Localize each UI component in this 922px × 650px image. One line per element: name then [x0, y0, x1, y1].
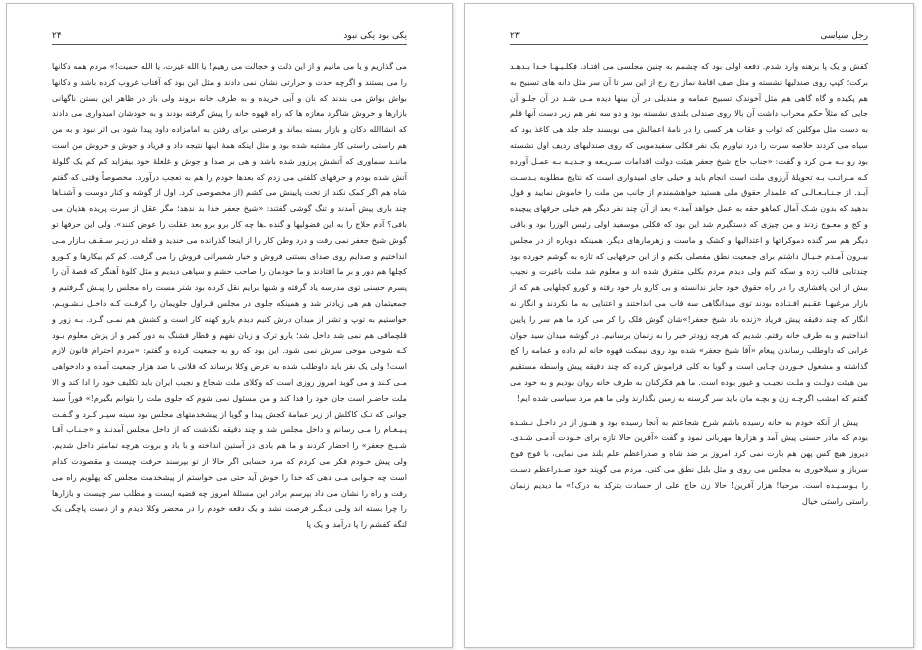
right-page-header — [510, 30, 868, 45]
left-paragraph: می گذاریم و یا می مانیم و از این ذلت و خجالت می رهیم! یا الله غیرت، یا الله حمیت!» مردم همه دکانها را می بستند و اگرچه حدت و حرارتی نشان نمی دادند و مثل این بود که آفتاب غروب کرده باشد و دکانها بواش بواش می بندند که نان و آبی خریده و به طرف خانه بروند ولی باز در ظاهر این بستن ناگهانی بازارها و خروش شاگرد مغازه ها که راه قهوه خانه را پیش گرفته بودند و به خودشان امیدواری می دادند که انشاالله دکان و بازار بسته بماند و فرصتی برای رفتن به امامزاده داود پیدا شود بی اثر نبود و به من هم راستی راستی کار مشتبه شده بود و مثل اینکه همهٔ اینها نتیجه داد و فریاد و جوش و خروش من است ماننـد سماوری که آتشش پرزور شده باشد و هی بر صدا و جوش و غلغلهٔ خود بیفزاید کم کم یک گلولهٔ آتش شده بودم و حرفهای کلفتی می زدم که بعدها خودم را هم به تعجب درآورد. مخصوصاً وقتی که گفتم شاه هم اگر کمک نکند از تخت پایینش می کشم (از مخصوصی کرد. اول از گوشه و کنار دوست و آشنـاها چند باری پیش آمدند و تنگ گوشی گفتند: «شیخ جعفر خدا بد ندهد؛ مگر عقل از سرت پریده هذیان می بافی؟ آدم حلاج را به این فضولیها و گنده ـ‌ها چه کار برو برو بعد عقلت را عوض کنند». ولی این حرفها تو گوش شیخ جعفر نمی رفت و درد وطن کار را از اینجا گذرانده می خندید و قفله در زیـر سـقـف بـازار مـی انداختیم و صدایم روی صدای بستنی فروش و خیار شمیرانی فروش را می گرفت. کم کم بیکارها و کـورو کچلها هم دور و بر ما افتادند و ما خودمان را صاحب حشم و سپاهی دیدیم و مثل کلوهٔ آهنگر که قصهٔ آن را پسرم حسنی توی مدرسه یاد گرفته و شبها برایم نقل کرده بود شتر مست راه مجلس را پیـش گـرفتیم و جمعیتمان هم هی زیادتر شد و همینکه جلوی در مجلس قـراول جلویمان را گرفـت کـه داخـل نـشـویـم، خواستیم به توپ و تشر از میدان درش کنیم دیدم یارو کهنه کار است و کشش هم نمـی گـرد. بـه زور و قلچماقی هم نمی شد داخل شد؛ یارو ترک و زبان نفهم و قطار فشنگ به دور کمر و از پزش معلوم بـود کـه شوخی موخی سرش نمی شود. این بود که رو به جمعیت کرده و گفتم: «مردم احترام قانون لازم است! ولی یک نفر باید داوطلب شده به عرض وکلا برساند که فلانی با صد هزار جمعیت آمده و دادخواهی مـی کـند و می گوید امروز روزی است که وکلای ملت شجاع و نجیب ایران باید تکلیف خود را ادا کند و الا ملت حاضـر است جان خود را فدا کند و من مسئول نمی شوم که جلوی ملت را بتوانم بگیرم!» فوراً سید جوانی که تـک کاکلش از زیر عمامهٔ کجش پیدا و گویا از پیشخدمتهای مجلس بود سینه سپـر کـرد و گـفـت پـیـغـام را مـی رسانم و داخل مجلس شد و چند دقیقه نگذشت که از داخل مجلس آمدنـد و «جـنـاب آقـا شـیـخ جعفر» را احضار کردند و ما هم بادی در آستین انداخته و با باد و بروت هرچه تمامتر داخل شدیم. ولی پیش خـودم فکر می کردم که مرد حسابی اگر حالا از تو بپرسند حرفت چیست و مقصودت کدام است چه جـوابی مـی دهی که خدا را خوش آید حتی می خواستم از پیشخدمت مجلس که پهلویم راه می رفت و راه را نشان می داد بپرسم برادر این مسئلهٔ امروز چه قضیه ایست و مطلب سر چیست و بازارها را چرا بسته اند ولـی دیـگـر فرصت نشد و یک دفعه خودم را در محضر وکلا دیدم و از دست پاچگی یک لنگه کفشم را پا درآمد و یک پا — [52, 61, 407, 530]
left-page — [6, 3, 453, 648]
left-page-title: یکی بود یکی نبود — [343, 31, 407, 41]
right-page-title: رجل سیاسی — [820, 31, 868, 41]
right-paragraph: کفش و یک پا برهنه وارد شدم. دفعه اولی بود که چشمم به چنین مجلسی می افتـاد. فکلـیـهـا خـدا بـدهـد برکت؛ کپپ روی صندلیها نشسته و مثل صف اقامهٔ نماز رج رج از این سر تا آن سر مثل دانه های تسبیح به هم پکیده و گاه گاهی هم مثل آخوندک تسبیح عمامه و مندیلی در آن بینها دیده مـی شـد در آن جلـو آن جایی که مثلاً حکم محراب داشت آن بالا روی صندلی بلندی نشسته بود و دو سه نفر هم زیر دست آنها قلم به دست مثل موکلین که ثواب و عقاب هر کسی را در نامهٔ اعمالش می نویسند جلد جلد هی کاغذ بود که سیاه می کردند خلاصه سرت را درد نیاورم یک نفر فکلی سفیدمویی که روی صندلیهای ردیف اول نشسته بود رو بـه مـن کرد و گفت: «جناب حاج شیخ جعفر هیئت دولت اقدامات سـریـعه و جـدیـه بـه عمـل آورده کـه مـراتـب بـه تحویلهٔ آرزوی ملت است انجام باید و خیلی جای امیدواری است که نتایج مطلوبه بـدسـت آیـد. از جـنـابـعـالـی که علمدار حقوق ملی هستید خواهشمندم از جانب من ملت را خاموش نمایید و قول بدهید که بدون شـک آمال کماهو حقه به عمل خواهد آمد.» بعد از آن چند نفر دیگر هم خیلی حرفهای پیچیده و کج و معـوج زدند و من چیزی که دستگیرم شد این بود که فکلی موسفید اولی رئیس الوزرا بود و باقی دیگر هم سر گنده دموکراتها و اعتدالیها و کشک و ماست و زهرمارهای دیگر. همینکه دوباره از در مجلس بیـرون آمـدم خـیـال داشتم برای جمعیت نطق مفصلی بکنم و از این حرفهایی که تازه به گوشم خورده بود چندتایی قالب زده و سکه کنم ولی دیدم مردم بکلی متفرق شده اند و معلوم شد ملت باغیرت و نجیب بیش از این پافشاری را در راه حقوق خود جایز ندانسته و بی کارو بار خود رفته و کورو کچلهایی هم که از بازار مرغیهـا عقـبم افـتـاده بودند توی میدانگاهی سه قاب می انداختند و اعتنایی به ما نکردند و انگار نه انگار که چند دقیقه پیش فریاد «زنده باد شیخ جعفر!»شان گوش فلک را کر می کرد ما هم سر را پایین انداختیم و به طرف خانه رفتم. شدیم که هرچه زودتر خبر را به زنمان برسانیم. در گوشه میدان سید جوان غرابی که داوطلب رساندن پیغام «آقا شیخ جعفر» شده بود روی نیمکت قهوه خانه لم داده و عمامه را کج گذاشته و مشغول خـوردن چـایی است و گویا به کلی فراموش کرده که چند دقیقه پیش واسطه مستقیم بین هیئت دولـت و ملـت نجیـب و غیور بوده است. ما هم فکرکنان به طرف خانه روان بودیم و به خود می گفتم که امشب اگرچـه زن و بچـه مان باید سر گرسنه به زمین بگذارند ولی ما هم مرد سیاسی شده ایم! — [510, 61, 868, 403]
right-page-body — [510, 59, 868, 509]
right-page-number: ۲۳ — [510, 31, 520, 41]
right-paragraph: پیش از آنکه خودم به خانه رسیده باشم شرح شجاعتم به آنجا رسیده بود و هنـوز از در داخـل نـشـده بودم که مادر حسنی پیش آمد و هزارها مهربانی نمود و گفت «آفرین حالا تازه برای خـودت آدمـی شـدی. دیروز هیچ کس پهن هم بارت نمی کرد امروز بر ضد شاه و صدراعظم علم بلند می نمایی، با فوج فوج سرباز و سیلاخوری به مجلس می روی و مثل بلبل نطق می کنی. مردم می گویند خود صـدراعظم دسـت را بـوسـیـده است. مرحبا! هزار آفرین! حالا زن حاج علی از حسادت بترکد به درک!» ما دیدیم زنمان راستی راستی خیال — [510, 416, 868, 506]
right-page — [464, 3, 914, 648]
left-page-header — [52, 30, 407, 45]
left-page-body — [52, 59, 407, 533]
left-page-number: ۲۴ — [52, 31, 62, 41]
